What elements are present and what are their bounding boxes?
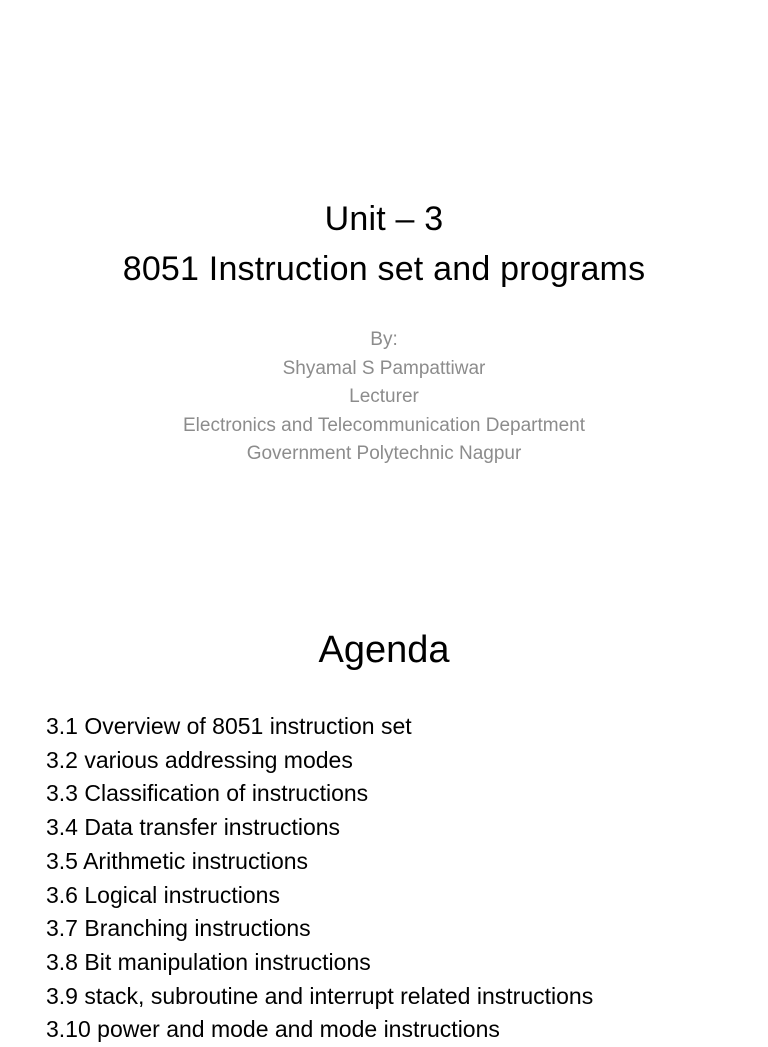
slide-title	[0, 194, 768, 294]
author-institution: Government Polytechnic Nagpur	[246, 443, 522, 464]
list-item: 3.4 Data transfer instructions	[46, 814, 341, 841]
author-designation: Lecturer	[349, 386, 419, 407]
agenda-heading: Agenda	[318, 629, 450, 671]
list-item: 3.9 stack, subroutine and interrupt related instructions	[46, 982, 594, 1009]
unit-heading: Unit – 3	[324, 200, 444, 238]
presentation-title: 8051 Instruction set and programs	[122, 250, 646, 288]
author-info	[0, 326, 768, 469]
list-item: 3.7 Branching instructions	[46, 915, 311, 942]
list-item: 3.1 Overview of 8051 instruction set	[46, 713, 412, 739]
by-label: By:	[370, 329, 398, 350]
list-item: 3.3 Classification of instructions	[46, 780, 369, 807]
list-item: 3.5 Arithmetic instructions	[46, 847, 309, 874]
agenda-slide	[0, 576, 768, 1043]
list-item: 3.2 various addressing modes	[46, 746, 353, 773]
list-item: 3.8 Bit manipulation instructions	[46, 948, 371, 975]
agenda-list	[46, 710, 593, 1047]
list-item: 3.6 Logical instructions	[46, 881, 280, 908]
author-name: Shyamal S Pampattiwar	[282, 357, 486, 379]
list-item: 3.10 power and mode and mode instructions	[46, 1016, 500, 1043]
author-department: Electronics and Telecommunication Department	[182, 414, 585, 436]
